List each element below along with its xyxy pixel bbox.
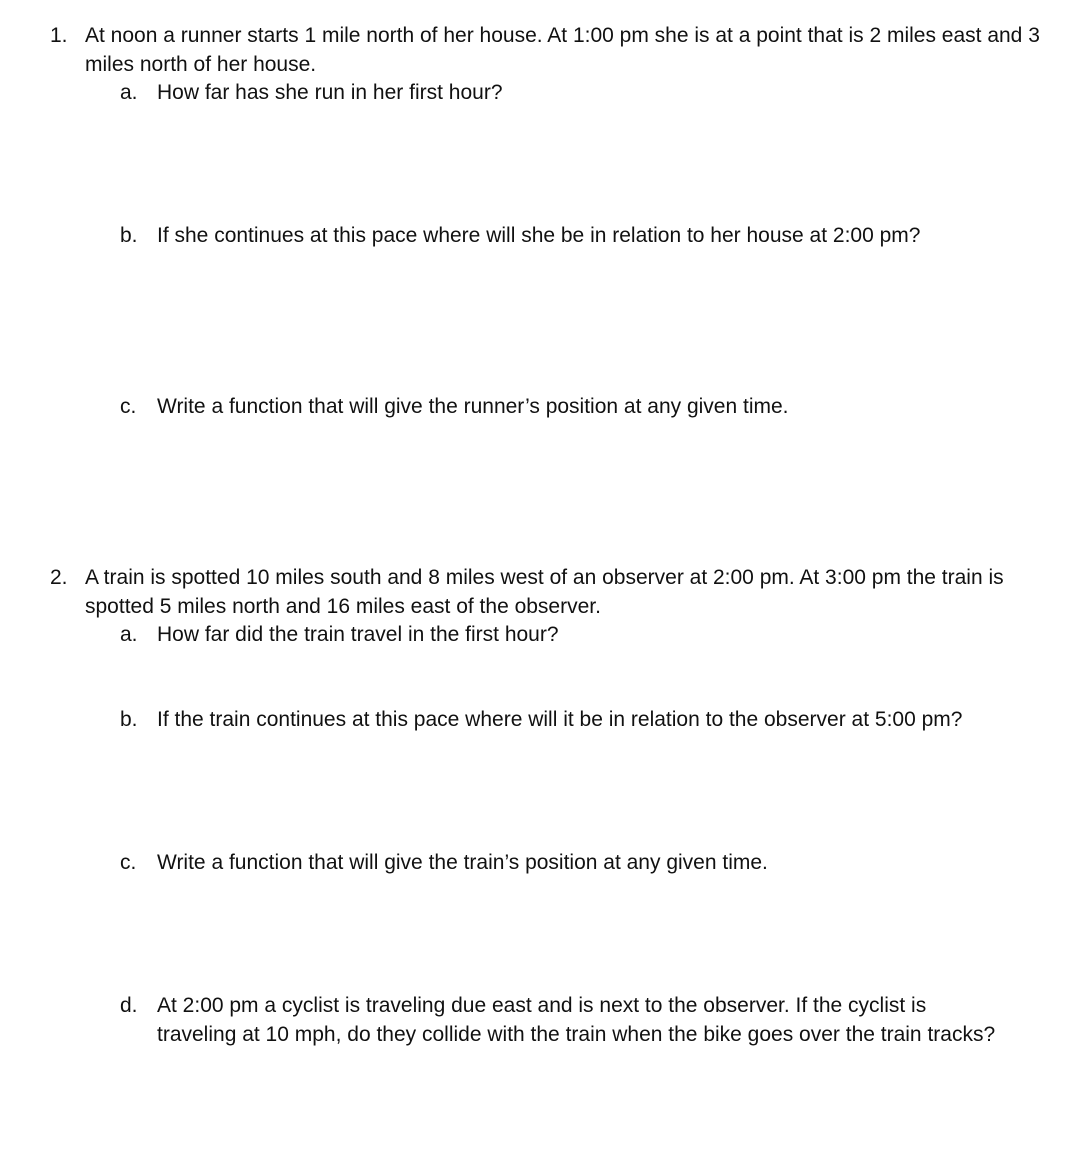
problem-1-text: At noon a runner starts 1 mile north of her house. At 1:00 pm she is at a point that is 2 miles east and 3 miles north of her house.: [85, 24, 1040, 76]
part-label: b.: [120, 224, 138, 247]
problem-1-part-b: [120, 222, 1000, 251]
part-text: How far has she run in her first hour?: [157, 81, 503, 104]
part-text: How far did the train travel in the first hour?: [157, 623, 559, 646]
problem-1-number: 1.: [50, 24, 68, 47]
problem-2-part-c: [120, 849, 1000, 878]
problem-1-part-a: [120, 79, 1000, 108]
part-label: b.: [120, 708, 138, 731]
problem-2: [50, 564, 1040, 621]
problem-1: [50, 22, 1040, 79]
part-text: At 2:00 pm a cyclist is traveling due east and is next to the observer. If the cyclist is traveling at 10 mph, do they collide with the train when the bike goes over the train tracks?: [157, 994, 996, 1046]
part-label: c.: [120, 395, 137, 418]
problem-2-part-b: [120, 706, 1000, 735]
problem-2-part-a: [120, 621, 1000, 650]
problem-2-text: A train is spotted 10 miles south and 8 miles west of an observer at 2:00 pm. At 3:00 pm the train is spotted 5 miles north and 16 miles east of the observer.: [85, 566, 1004, 618]
part-text: If she continues at this pace where will she be in relation to her house at 2:00 pm?: [157, 224, 921, 247]
part-label: a.: [120, 81, 138, 104]
problem-2-part-d: [120, 992, 1000, 1049]
problem-1-part-c: [120, 393, 1000, 422]
part-label: a.: [120, 623, 138, 646]
part-text: If the train continues at this pace where will it be in relation to the observer at 5:00 pm?: [157, 708, 963, 731]
part-label: c.: [120, 851, 137, 874]
problem-2-number: 2.: [50, 566, 68, 589]
part-text: Write a function that will give the train’s position at any given time.: [157, 851, 768, 874]
part-label: d.: [120, 994, 138, 1017]
part-text: Write a function that will give the runner’s position at any given time.: [157, 395, 789, 418]
